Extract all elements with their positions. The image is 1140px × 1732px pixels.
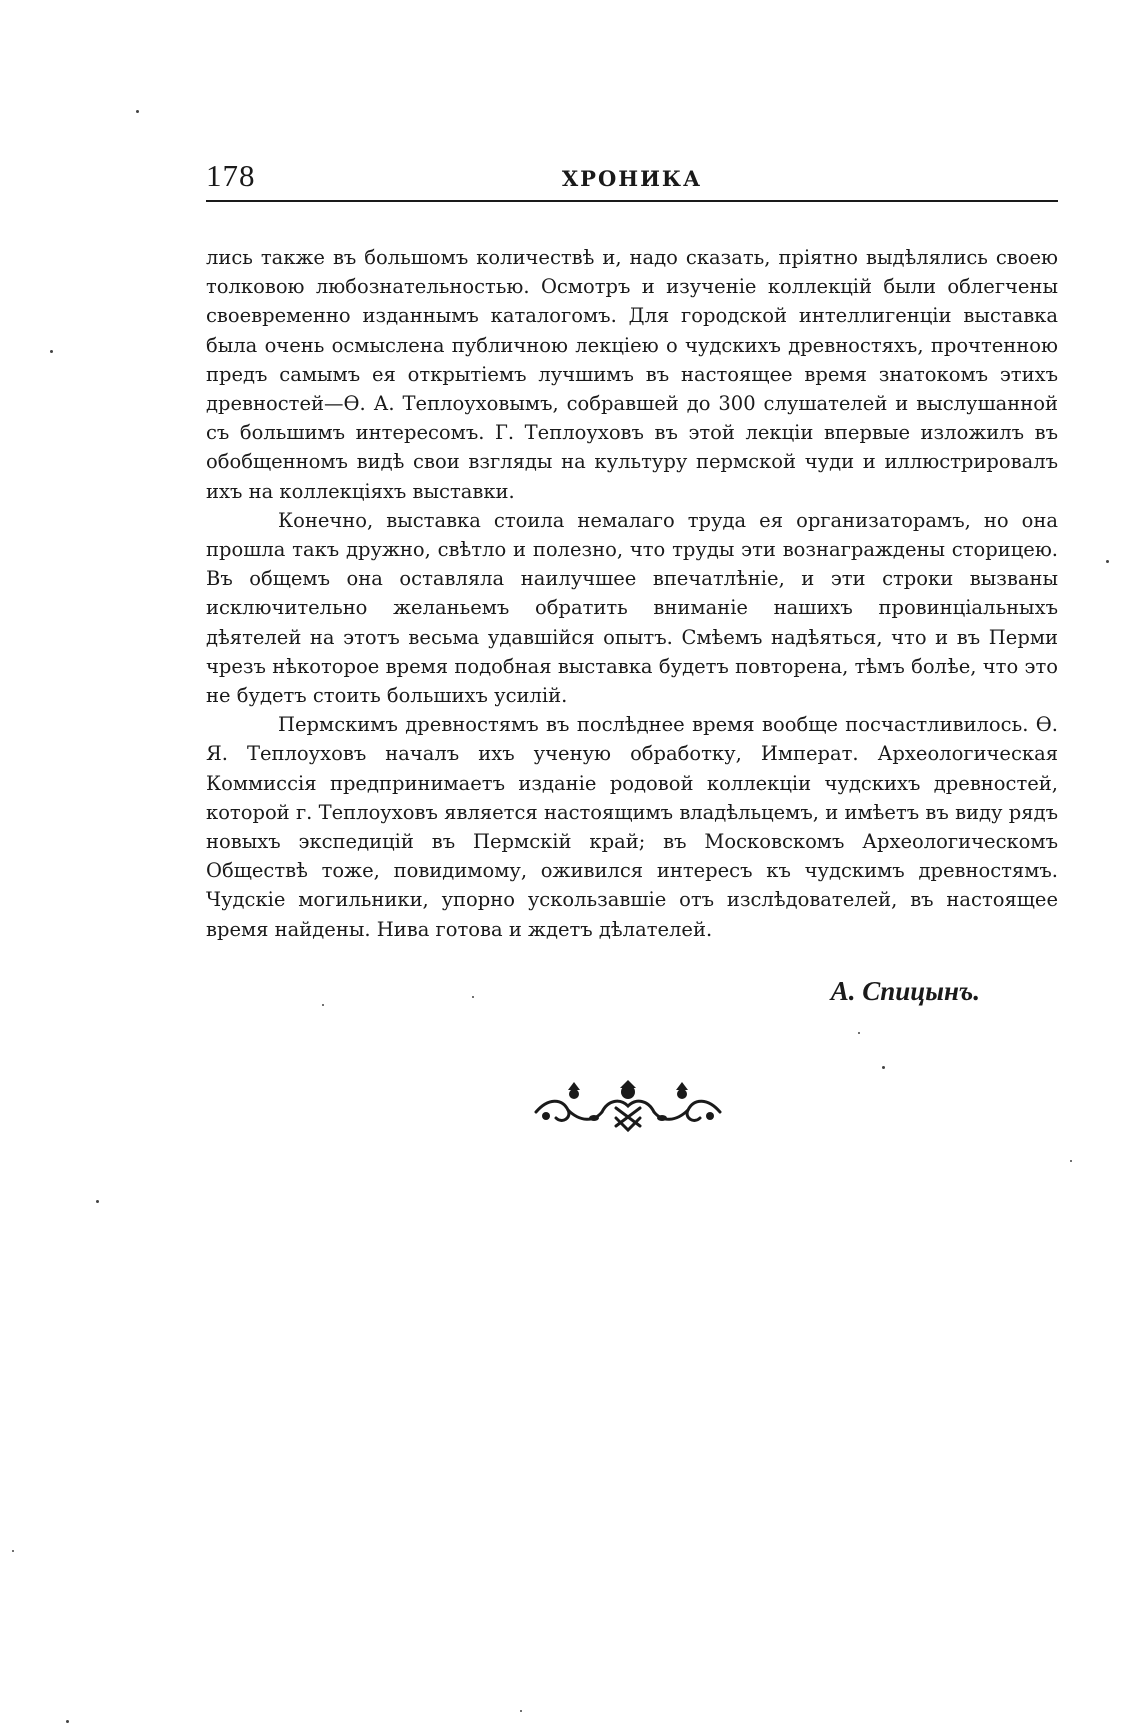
running-head (206, 158, 1058, 202)
paragraph-3: Пермскимъ древностямъ въ послѣднее время вообще посчастливилось. Ѳ. Я. Теплоуховъ началъ ихъ ученую обработку, Императ. Археологическая Коммиссія предпринимаетъ изданіе родовой коллекціи чудскихъ древностей, которой г. Теплоуховъ является настоящимъ владѣльцемъ, и имѣетъ въ виду рядъ новыхъ экспедицій въ Пермскій край; въ Московскомъ Археологическомъ Обществѣ тоже, повидимому, оживился интересъ къ чудскимъ древностямъ. Чудскіе могильники, упорно ускользавшіе отъ изслѣдователей, въ настоящее время найдены. Нива готова и ждетъ дѣлателей. (206, 713, 1058, 941)
print-speck (520, 1710, 522, 1712)
print-speck (12, 1550, 14, 1552)
decorative-ornament-icon (528, 1078, 728, 1134)
page-number: 178 (206, 158, 256, 193)
print-speck (882, 1066, 885, 1069)
chapter-title: ХРОНИКА (561, 166, 703, 191)
print-speck (136, 110, 139, 113)
print-speck (96, 1200, 99, 1203)
author-signature: А. Спицынъ. (830, 976, 980, 1006)
header-rule (206, 200, 1058, 202)
print-speck (66, 1720, 69, 1723)
paragraph-2: Конечно, выставка стоила немалаго труда ея организаторамъ, но она прошла такъ дружно, свѣтло и полезно, что труды эти вознаграждены сторицею. Въ общемъ она оставляла наилучшее впечатлѣніе, и эти строки вызваны исключительно желаньемъ обратить вниманіе нашихъ провинціальныхъ дѣятелей на этотъ весьма удавшійся опытъ. Смѣемъ надѣяться, что и въ Перми чрезъ нѣкоторое время подобная выставка будетъ повторена, тѣмъ болѣе, что это не будетъ стоить большихъ усилій. (206, 508, 1058, 708)
paragraph-1: лись также въ большомъ количествѣ и, надо сказать, пріятно выдѣлялись своею толковою любознательностью. Осмотръ и изученіе коллекцій были облегчены своевременно изданнымъ каталогомъ. Для городской интеллигенціи выставка была очень осмыслена публичною лекціею о чудскихъ древностяхъ, прочтенною предъ самымъ ея открытіемъ лучшимъ въ настоящее время знатокомъ этихъ древностей—Ѳ. А. Теплоуховымъ, собравшей до 300 слушателей и выслушанной съ большимъ интересомъ. Г. Теплоуховъ въ этой лекціи впервые изложилъ въ обобщенномъ видѣ свои взгляды на культуру пермской чуди и иллюстрировалъ ихъ на коллекціяхъ выставки. (206, 246, 1058, 503)
print-speck (1106, 560, 1109, 563)
print-speck (472, 996, 474, 998)
print-speck (322, 1004, 324, 1006)
print-speck (1070, 1160, 1072, 1162)
print-speck (858, 1032, 860, 1034)
print-speck (50, 350, 53, 353)
body-text (206, 243, 1058, 944)
